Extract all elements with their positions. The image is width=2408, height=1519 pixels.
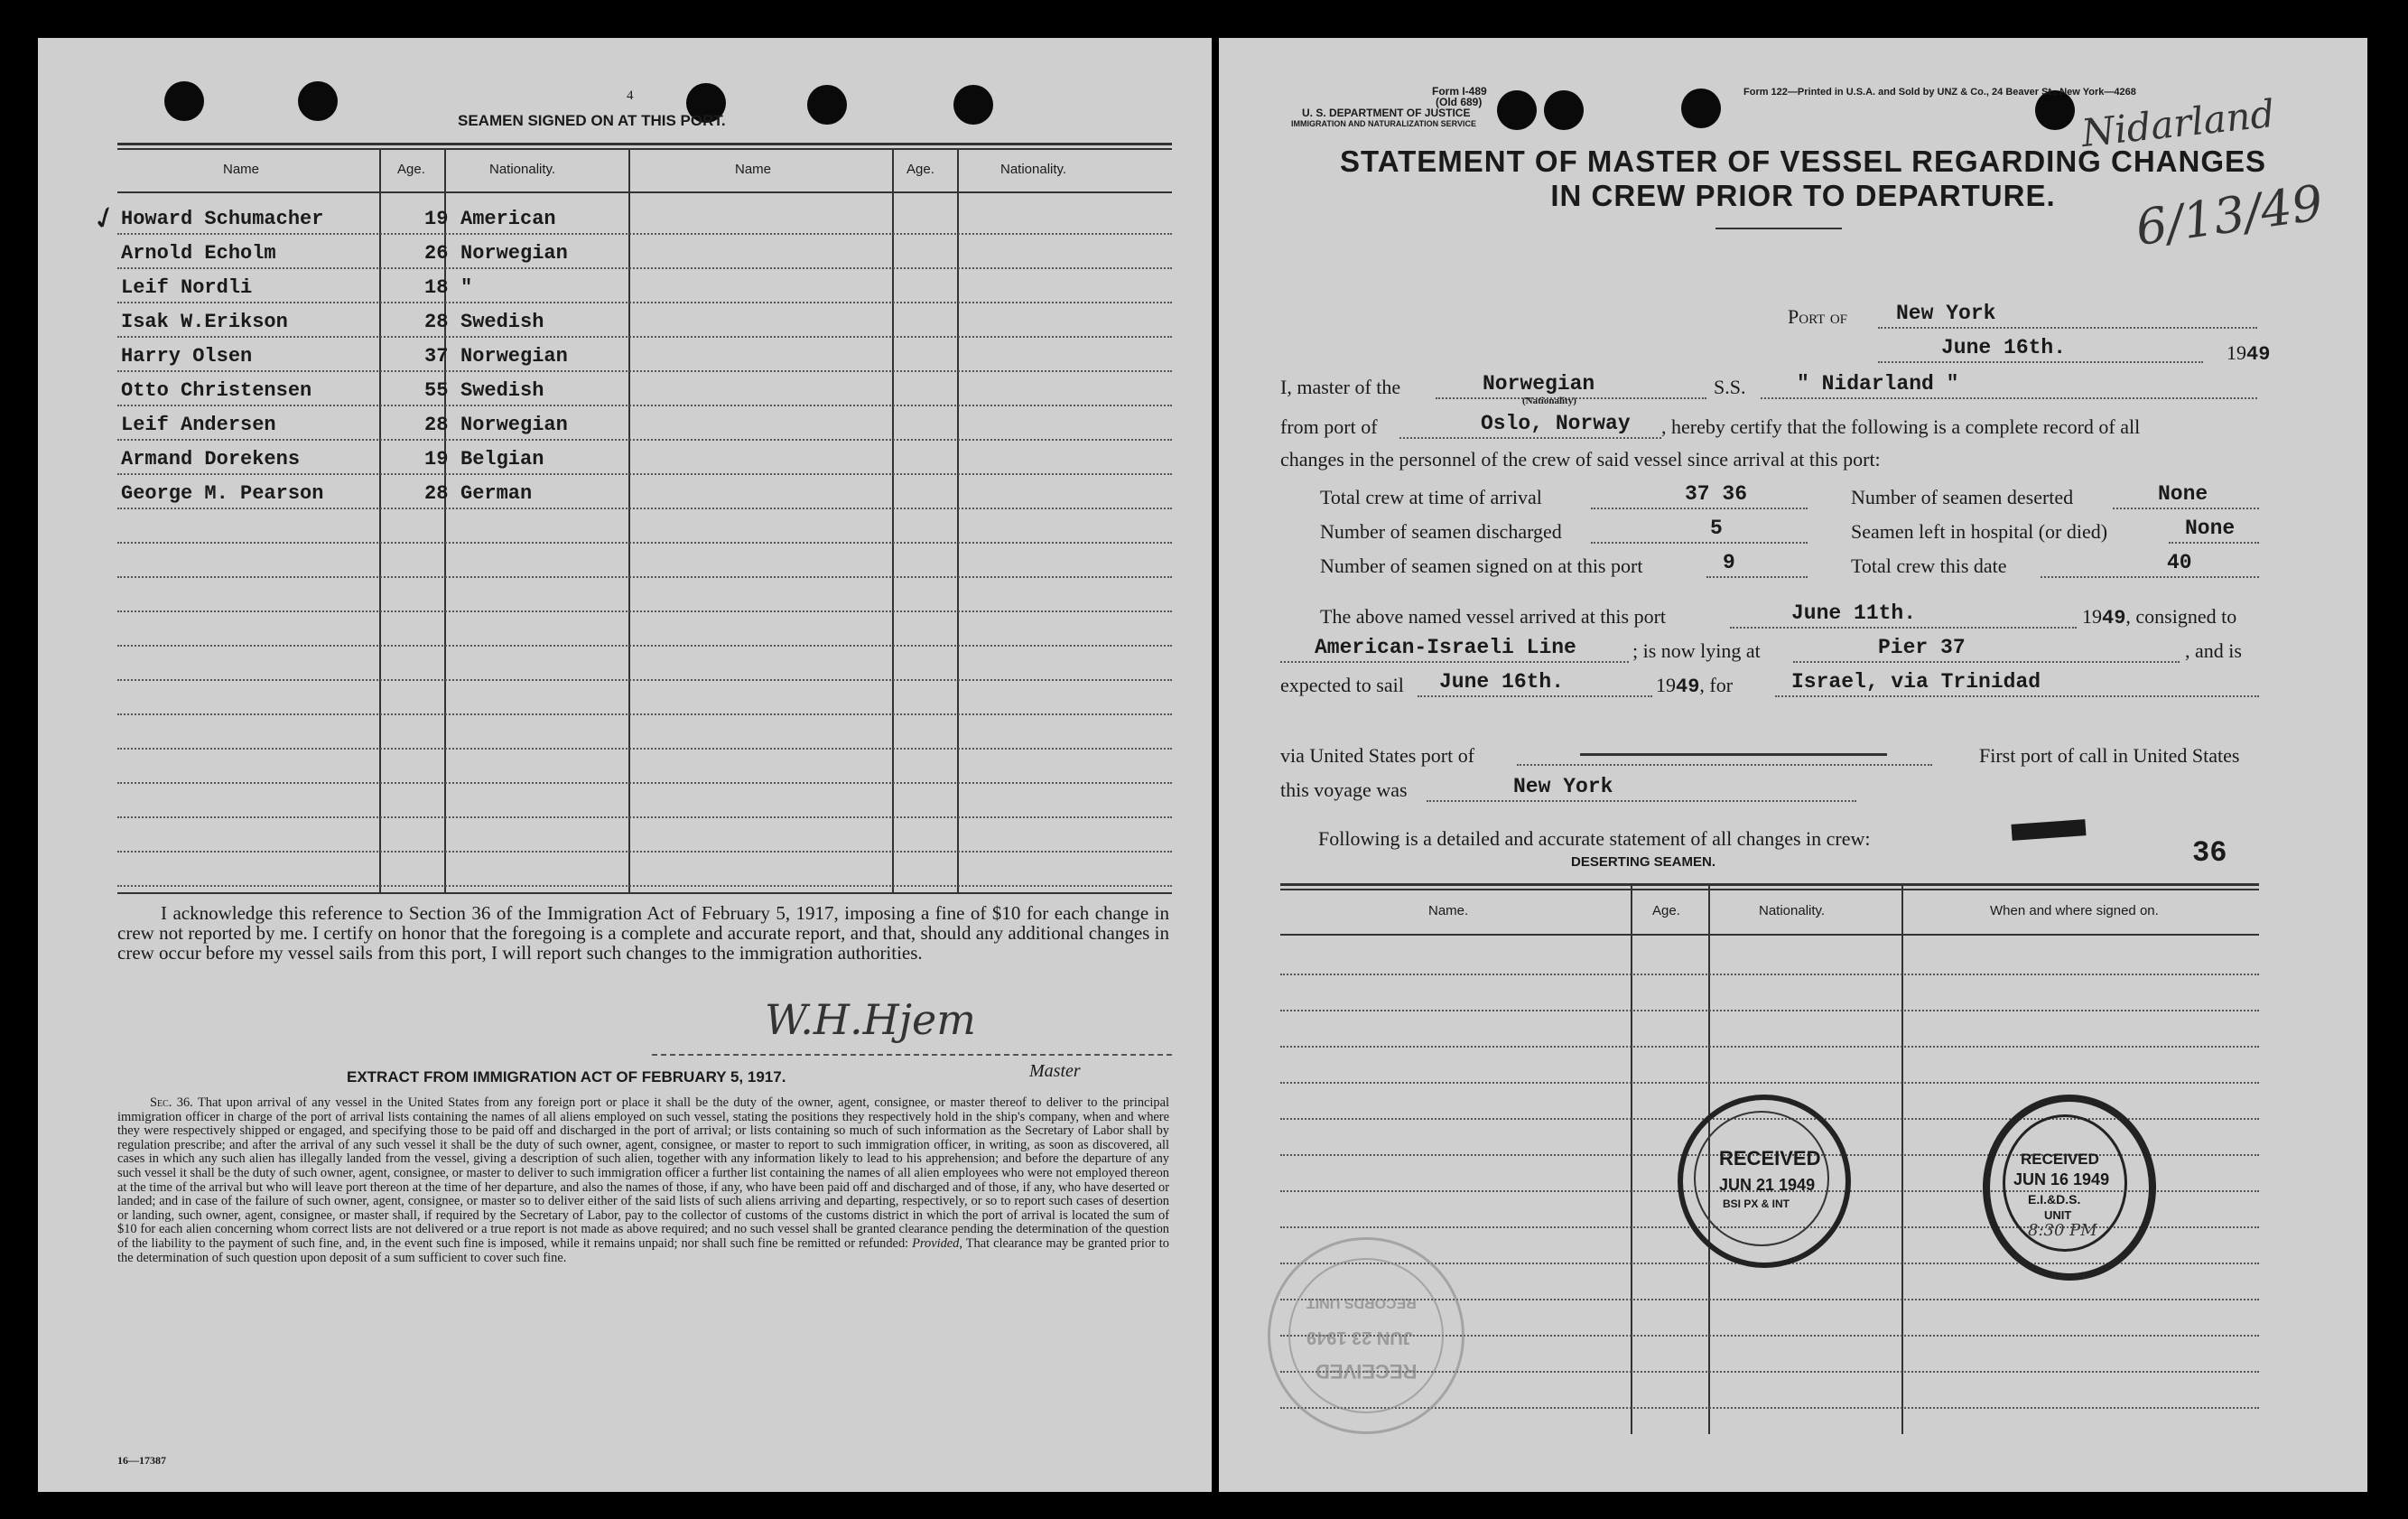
seaman-nationality: " xyxy=(460,276,473,299)
seaman-nationality: Norwegian xyxy=(460,414,568,436)
handwritten-date: 6/13/49 xyxy=(2132,173,2327,257)
arrived-label: The above named vessel arrived at this port xyxy=(1320,605,1667,628)
seaman-age: 28 xyxy=(424,482,449,505)
col-nationality: Nationality. xyxy=(489,162,556,177)
seaman-nationality: Norwegian xyxy=(460,345,568,368)
total-date-label: Total crew this date xyxy=(1851,554,2007,577)
seaman-age: 28 xyxy=(424,311,449,333)
seaman-nationality: Swedish xyxy=(460,379,544,402)
nationality-value: Norwegian xyxy=(1483,372,1595,396)
row-rule xyxy=(117,576,1172,578)
table-row xyxy=(117,408,1172,443)
sail-year: 1949, for xyxy=(1656,674,1734,698)
voyage-value: New York xyxy=(1513,775,1613,798)
table-row xyxy=(117,443,1172,477)
punch-hole xyxy=(1544,90,1584,130)
arrived-year: 1949, consigned to xyxy=(2082,605,2237,629)
consignee-value: American-Israeli Line xyxy=(1315,636,1576,659)
master-label: Master xyxy=(1029,1061,1081,1081)
table-row xyxy=(117,237,1172,271)
seaman-age: 37 xyxy=(424,345,449,368)
port-value: New York xyxy=(1896,302,1996,325)
struck-out-mark xyxy=(2011,819,2086,841)
row-rule xyxy=(1280,1010,2259,1011)
from-port-value: Oslo, Norway xyxy=(1481,412,1631,435)
row-rule xyxy=(1280,974,2259,975)
col-nationality-2: Nationality. xyxy=(1000,162,1067,177)
row-rule xyxy=(117,885,1172,887)
acknowledgement-text: I acknowledge this reference to Section 36 of the Immigration Act of February 5, 1917, imposing a fine of $10 for each change in crew not reported by me. I certify on honor that the foregoing is a complete and accurate report, and that, should any additional changes in crew occur before my vessel sails from this port, I will report such changes to the immigration authorities. xyxy=(117,902,1169,964)
received-stamp: RECEIVED JUN 16 1949 E.I.&D.S. UNIT 8:30 PM xyxy=(1983,1095,2156,1281)
seaman-name: Howard Schumacher xyxy=(121,208,324,230)
discharged-label: Number of seamen discharged xyxy=(1320,520,1562,543)
seaman-name: Armand Dorekens xyxy=(121,448,301,471)
row-rule xyxy=(117,302,1172,303)
col-name-2: Name xyxy=(735,162,772,177)
old-form: (Old 689) xyxy=(1436,96,1483,108)
row-rule xyxy=(117,542,1172,544)
first-call-label: First port of call in United States xyxy=(1979,744,2240,767)
total-date-value: 40 xyxy=(2167,551,2192,574)
and-is-label: , and is xyxy=(2185,639,2242,662)
table-row xyxy=(117,271,1172,305)
seaman-age: 19 xyxy=(424,208,449,230)
seaman-name: Isak W.Erikson xyxy=(121,311,288,333)
right-page xyxy=(1219,38,2367,1492)
ss-label: S.S. xyxy=(1714,376,1746,398)
changes-text: changes in the personnel of the crew of said vessel since arrival at this port: xyxy=(1280,448,1881,471)
hospital-label: Seamen left in hospital (or died) xyxy=(1851,520,2108,543)
seaman-age: 26 xyxy=(424,242,449,265)
from-port-label: from port of xyxy=(1280,415,1378,438)
row-rule xyxy=(117,370,1172,372)
seaman-age: 28 xyxy=(424,414,449,436)
via-label: via United States port of xyxy=(1280,744,1475,767)
following-text: Following is a detailed and accurate statement of all changes in crew: xyxy=(1318,827,1871,850)
punch-hole xyxy=(1497,90,1537,130)
seaman-nationality: American xyxy=(460,208,556,230)
year: 1949 xyxy=(2227,341,2271,366)
received-stamp: RECEIVED JUN 21 1949 BSI PX & INT xyxy=(1678,1095,1851,1268)
port-label: Port of xyxy=(1788,305,1848,328)
row-rule xyxy=(117,405,1172,406)
col-name: Name xyxy=(223,162,260,177)
section-36-text: Sec. 36. That upon arrival of any vessel in the United States from any foreign port or place it shall be the duty of the owner, agent, consignee, or master thereof to deliver to the principal immigration officer in charge of the port of arrival lists containing the names of all aliens employed on such vessel, stating the positions they respectively hold in the ship's company, when and where they were respectively shipped or engaged, and specifying those to be paid off and discharged in the port of arrival; or lists containing so much of such information as the Secretary of Labor shall by regulation prescribe; and after the arrival of any such vessel it shall be the duty of such owner, agent, consignee, or master to report to such immigration officer, in writing, as soon as discovered, all cases in which any such alien has illegally landed from the vessel, giving a description of such alien, together with any information likely to lead to his apprehension; and before the departure of any such vessel it shall be the duty of such owner, agent, consignee, or master to deliver to such immigration officer a further list containing the names of all alien employees who were not employed thereon at the time of the arrival but who will leave port thereon at the time of her departure, and also the names of those, if any, who have been paid off and discharged and of those, if any, who have deserted or landed; and in case of the failure of such owner, agent, consignee, or master so to deliver either of the said lists of such aliens arriving and departing, respectively, or so to report such cases of desertion or landing, such owner, agent, consignee, or master shall, if required by the Secretary of Labor, pay to the collector of customs of the customs district in which the port of arrival is located the sum of $10 for each alien concerning whom correct lists are not delivered or a true report is not made as above required; and no such vessel shall be granted clearance pending the determination of the question of the liability to the payment of such fine, and, in the event such fine is imposed, while it remains unpaid; nor shall such fine be remitted or refunded: Provided, That clearance may be granted prior to the determination of such question upon deposit of a sum sufficient to cover such fine. xyxy=(117,1095,1170,1265)
row-rule xyxy=(117,610,1172,612)
master-of-label: I, master of the xyxy=(1280,376,1401,398)
handwritten-vessel: Nidarland xyxy=(2079,90,2277,156)
crew-note: 36 xyxy=(2192,836,2227,870)
master-signature: W.H.Hjem xyxy=(765,995,976,1044)
punch-hole xyxy=(807,85,847,125)
table-row xyxy=(117,202,1172,237)
print-code: 16—17387 xyxy=(117,1454,166,1467)
seaman-name: Leif Andersen xyxy=(121,414,276,436)
seaman-nationality: Norwegian xyxy=(460,242,568,265)
deserted-value: None xyxy=(2158,482,2208,506)
punch-hole xyxy=(1681,89,1721,128)
page-number: 4 xyxy=(627,89,634,103)
signed-on-label: Number of seamen signed on at this port xyxy=(1320,554,1643,577)
punch-hole xyxy=(164,81,204,121)
deserting-heading: DESERTING SEAMEN. xyxy=(1571,854,1716,870)
seaman-name: Arnold Echolm xyxy=(121,242,276,265)
signed-on-heading: SEAMEN SIGNED ON AT THIS PORT. xyxy=(458,112,726,129)
punch-hole xyxy=(298,81,338,121)
lying-label: ; is now lying at xyxy=(1632,639,1761,662)
row-rule xyxy=(1280,1082,2259,1084)
extract-heading: EXTRACT FROM IMMIGRATION ACT OF FEBRUARY 5, 1917. xyxy=(347,1068,786,1086)
table-row xyxy=(117,477,1172,511)
col-age: Age. xyxy=(397,162,425,177)
seaman-nationality: German xyxy=(460,482,533,505)
arrived-value: June 11th. xyxy=(1791,601,1917,625)
seaman-age: 55 xyxy=(424,379,449,402)
form-title: STATEMENT OF MASTER OF VESSEL REGARDING CHANGES IN CREW PRIOR TO DEPARTURE. xyxy=(1339,144,2267,212)
seaman-name: Leif Nordli xyxy=(121,276,253,299)
row-rule xyxy=(117,336,1172,338)
signed-on-value: 9 xyxy=(1723,551,1735,574)
punch-hole xyxy=(953,85,993,125)
received-stamp-faint: RECORDS UNIT JUN 23 1949 RECEIVED xyxy=(1268,1237,1464,1434)
total-crew-value: 37 36 xyxy=(1685,482,1748,506)
row-rule xyxy=(117,439,1172,441)
service: IMMIGRATION AND NATURALIZATION SERVICE xyxy=(1291,119,1476,128)
form-number: Form I-489 xyxy=(1432,85,1487,98)
lying-value: Pier 37 xyxy=(1878,636,1966,659)
table-row xyxy=(117,340,1172,374)
row-rule xyxy=(117,508,1172,509)
desert-col-signed-on: When and where signed on. xyxy=(1990,903,2159,918)
row-rule xyxy=(117,816,1172,818)
certify-text: , hereby certify that the following is a complete record of all xyxy=(1661,415,2141,438)
deserted-label: Number of seamen deserted xyxy=(1851,486,2074,508)
row-rule xyxy=(117,679,1172,681)
destination-value: Israel, via Trinidad xyxy=(1791,670,2041,694)
total-crew-label: Total crew at time of arrival xyxy=(1320,486,1542,508)
expected-label: expected to sail xyxy=(1280,674,1404,696)
row-rule xyxy=(117,645,1172,647)
row-rule xyxy=(117,473,1172,475)
seaman-name: Otto Christensen xyxy=(121,379,312,402)
row-rule xyxy=(117,233,1172,235)
expected-value: June 16th. xyxy=(1439,670,1565,694)
row-rule xyxy=(117,267,1172,269)
col-age-2: Age. xyxy=(906,162,934,177)
seaman-age: 19 xyxy=(424,448,449,471)
table-row xyxy=(117,374,1172,408)
nationality-caption: (Nationality) xyxy=(1522,396,1576,406)
desert-col-nationality: Nationality. xyxy=(1759,903,1826,918)
seaman-nationality: Belgian xyxy=(460,448,544,471)
left-page xyxy=(38,38,1212,1492)
discharged-value: 5 xyxy=(1710,517,1723,540)
hospital-value: None xyxy=(2185,517,2236,540)
seaman-name: Harry Olsen xyxy=(121,345,253,368)
seaman-age: 18 xyxy=(424,276,449,299)
printer-note: Form 122—Printed in U.S.A. and Sold by UNZ & Co., 24 Beaver St., New York—4268 xyxy=(1743,87,2136,98)
row-rule xyxy=(117,782,1172,784)
check-mark: ✓ xyxy=(87,199,124,239)
seaman-name: George M. Pearson xyxy=(121,482,324,505)
table-row xyxy=(117,305,1172,340)
row-rule xyxy=(117,851,1172,853)
row-rule xyxy=(117,748,1172,750)
voyage-label: this voyage was xyxy=(1280,778,1408,801)
department: U. S. DEPARTMENT OF JUSTICE xyxy=(1302,107,1471,119)
row-rule xyxy=(1280,1046,2259,1048)
vessel-name: " Nidarland " xyxy=(1797,372,1959,396)
desert-col-name: Name. xyxy=(1428,903,1469,918)
date-value: June 16th. xyxy=(1941,336,2067,359)
row-rule xyxy=(117,713,1172,715)
desert-col-age: Age. xyxy=(1652,903,1680,918)
seaman-nationality: Swedish xyxy=(460,311,544,333)
